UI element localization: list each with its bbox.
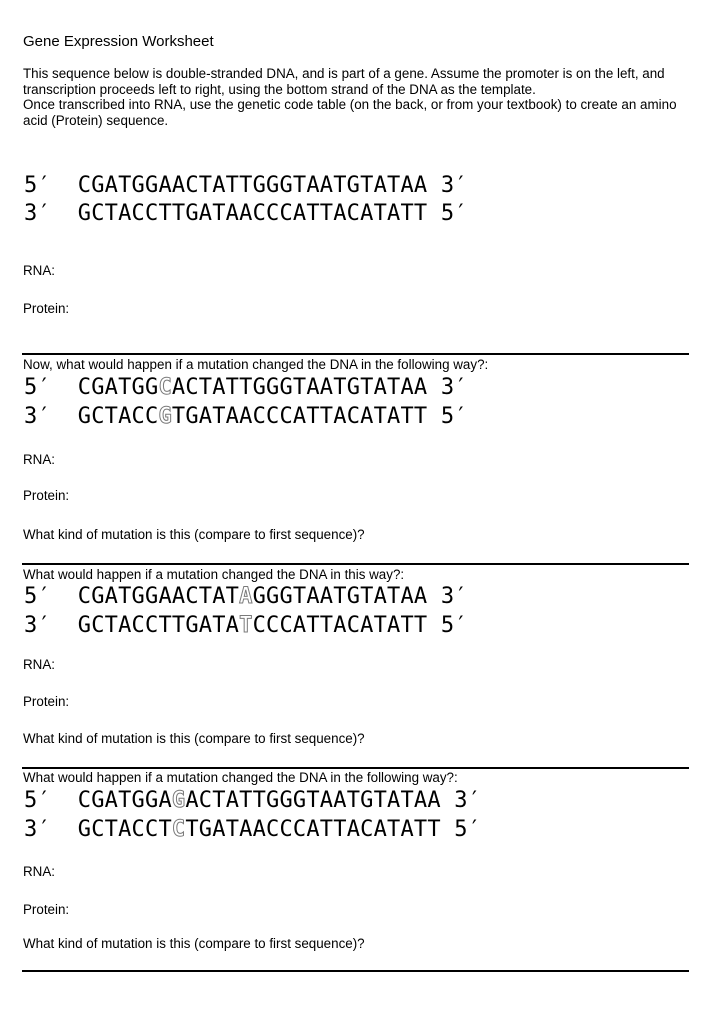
rna-label: RNA:	[23, 864, 55, 879]
strand-end-label: 3′	[440, 375, 468, 400]
sequence-text: GCTACCTTGATAACCCATTACATATT	[77, 201, 428, 226]
mutated-base: C	[158, 375, 172, 400]
sequence-text: GGGTAATGTATAA	[252, 584, 428, 609]
strand-end-label: 5′	[454, 817, 482, 842]
sequence-text: GCTACC	[77, 404, 159, 429]
mutation-kind-question: What kind of mutation is this (compare to first sequence)?	[23, 527, 365, 542]
section-divider	[22, 767, 689, 769]
sequence-text: CCCATTACATATT	[252, 613, 428, 638]
original-bottom-strand	[24, 201, 468, 227]
strand-end-label: 3′	[24, 613, 51, 638]
sequence-text: GCTACCTTGATA	[77, 613, 240, 638]
mutation-3-bottom-strand	[24, 817, 481, 843]
strand-end-label: 5′	[440, 404, 468, 429]
sequence-text: CGATGG	[77, 375, 159, 400]
sequence-text: TGATAACCCATTACATATT	[171, 404, 428, 429]
mutation-kind-question: What kind of mutation is this (compare to first sequence)?	[23, 731, 365, 746]
strand-end-label: 5′	[24, 173, 51, 198]
protein-label: Protein:	[23, 902, 70, 917]
mutated-base: C	[171, 817, 186, 842]
instructions-paragraph-2: Once transcribed into RNA, use the genetic code table (on the back, or from your textbook) to create an amino acid (Protein) sequence.	[23, 97, 677, 128]
sequence-text: CGATGGA	[77, 788, 172, 813]
mutated-base: T	[239, 613, 253, 638]
sequence-text: CGATGGAACTATTGGGTAATGTATAA	[77, 173, 428, 198]
sequence-text: TGATAACCCATTACATATT	[185, 817, 441, 842]
original-top-strand	[24, 173, 468, 199]
mutated-base: G	[158, 404, 172, 429]
mutation-1-top-strand	[24, 375, 468, 401]
strand-end-label: 3′	[24, 817, 51, 842]
strand-end-label: 3′	[440, 584, 468, 609]
strand-end-label: 3′	[454, 788, 482, 813]
protein-label: Protein:	[23, 301, 70, 316]
strand-end-label: 5′	[440, 613, 468, 638]
mutation-3-top-strand	[24, 788, 481, 814]
mutation-2-question: What would happen if a mutation changed the DNA in this way?:	[23, 567, 405, 582]
rna-label: RNA:	[23, 452, 55, 467]
strand-end-label: 5′	[24, 788, 51, 813]
strand-end-label: 5′	[24, 584, 51, 609]
section-divider	[22, 353, 689, 355]
mutation-kind-question: What kind of mutation is this (compare to first sequence)?	[23, 936, 365, 951]
rna-label: RNA:	[23, 657, 55, 672]
strand-end-label: 5′	[440, 201, 468, 226]
rna-label: RNA:	[23, 263, 55, 278]
strand-end-label: 5′	[24, 375, 51, 400]
strand-end-label: 3′	[440, 173, 468, 198]
protein-label: Protein:	[23, 694, 70, 709]
mutation-1-bottom-strand	[24, 404, 468, 430]
sequence-text: ACTATTGGGTAATGTATAA	[185, 788, 441, 813]
mutation-2-bottom-strand	[24, 613, 468, 639]
instructions	[23, 66, 693, 128]
strand-end-label: 3′	[24, 201, 51, 226]
mutation-1-question: Now, what would happen if a mutation changed the DNA in the following way?:	[23, 357, 489, 372]
protein-label: Protein:	[23, 488, 70, 503]
strand-end-label: 3′	[24, 404, 51, 429]
section-divider	[22, 563, 689, 565]
section-divider	[22, 970, 689, 972]
worksheet-title: Gene Expression Worksheet	[23, 33, 214, 50]
mutated-base: G	[171, 788, 186, 813]
sequence-text: GCTACCT	[77, 817, 172, 842]
instructions-paragraph-1: This sequence below is double-stranded DNA, and is part of a gene. Assume the promoter is on the left, and transcription proceeds left to right, using the bottom strand of the DNA as the template.	[23, 66, 665, 97]
sequence-text: ACTATTGGGTAATGTATAA	[171, 375, 428, 400]
mutation-3-question: What would happen if a mutation changed the DNA in the following way?:	[23, 770, 458, 785]
mutated-base: A	[239, 584, 253, 609]
mutation-2-top-strand	[24, 584, 468, 610]
sequence-text: CGATGGAACTAT	[77, 584, 240, 609]
